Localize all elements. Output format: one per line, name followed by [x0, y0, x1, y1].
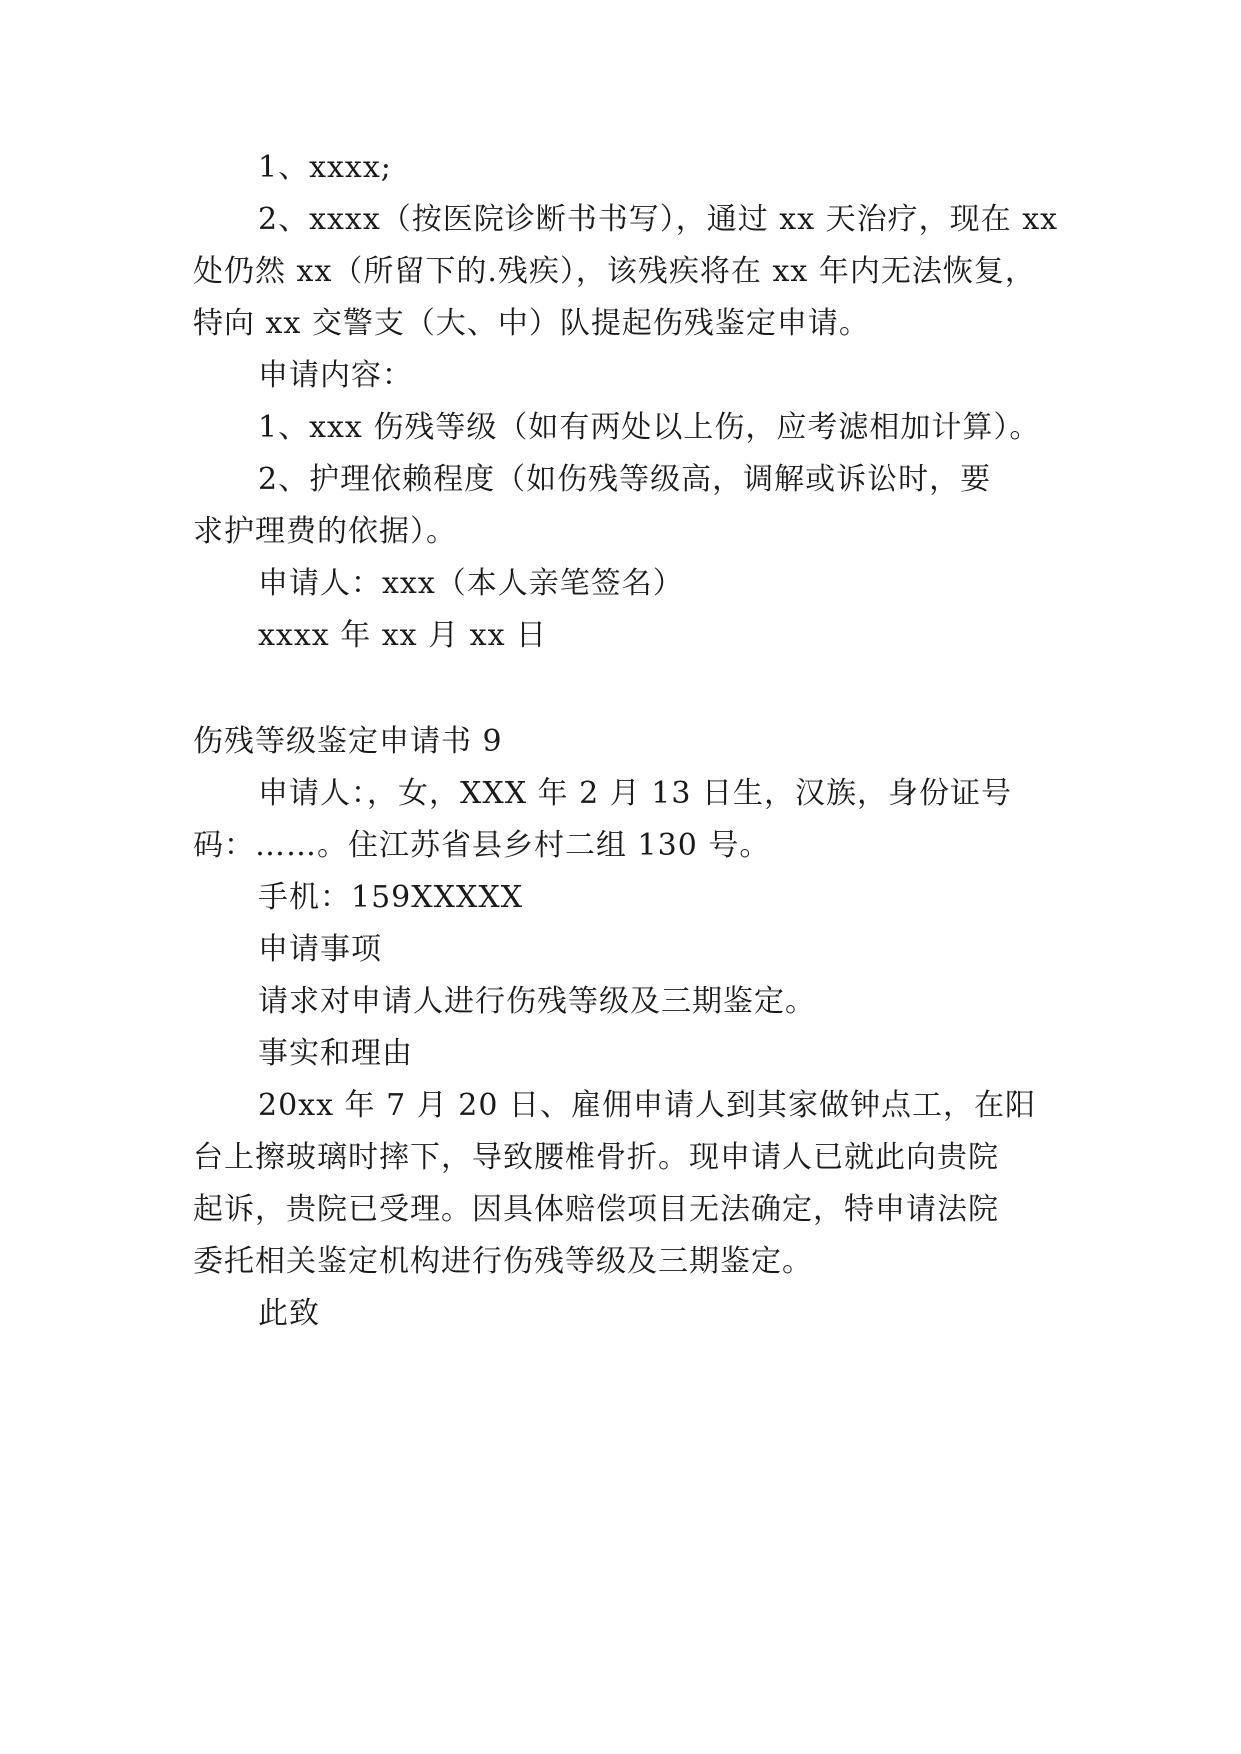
facts-line-1: 20xx 年 7 月 20 日、雇佣申请人到其家做钟点工，在阳 [258, 1088, 1036, 1123]
signature-date: xxxx 年 xx 月 xx 日 [258, 618, 548, 653]
content-heading: 申请内容： [258, 358, 413, 393]
applicant-signature: 申请人：xxx（本人亲笔签名） [258, 566, 684, 601]
section-title: 伤残等级鉴定申请书 9 [193, 724, 503, 759]
matters-heading: 申请事项 [258, 932, 382, 967]
item-2-line-3: 特向 xx 交警支（大、中）队提起伤残鉴定申请。 [193, 306, 870, 341]
facts-line-4: 委托相关鉴定机构进行伤残等级及三期鉴定。 [193, 1244, 813, 1279]
facts-line-3: 起诉，贵院已受理。因具体赔偿项目无法确定，特申请法院 [193, 1192, 999, 1227]
phone-line: 手机：159XXXXX [258, 880, 524, 915]
item-1: 1、xxxx; [258, 150, 392, 185]
applicant-line-1: 申请人：，女，XXX 年 2 月 13 日生，汉族，身份证号 [258, 776, 1013, 811]
item-2-line-1: 2、xxxx（按医院诊断书书写），通过 xx 天治疗，现在 xx [258, 202, 1059, 237]
applicant-line-2: 码：……。住江苏省县乡村二组 130 号。 [193, 828, 771, 863]
facts-heading: 事实和理由 [258, 1036, 413, 1071]
closing: 此致 [258, 1296, 320, 1331]
item-2-line-2: 处仍然 xx（所留下的.残疾），该残疾将在 xx 年内无法恢复， [193, 254, 1036, 289]
matters-text: 请求对申请人进行伤残等级及三期鉴定。 [258, 984, 816, 1019]
content-item-2-line-1: 2、护理依赖程度（如伤残等级高，调解或诉讼时，要 [258, 462, 992, 497]
facts-line-2: 台上擦玻璃时摔下，导致腰椎骨折。现申请人已就此向贵院 [193, 1140, 999, 1175]
content-item-2-line-2: 求护理费的依据）。 [193, 514, 457, 549]
content-item-1: 1、xxx 伤残等级（如有两处以上伤，应考滤相加计算）。 [258, 410, 1041, 445]
